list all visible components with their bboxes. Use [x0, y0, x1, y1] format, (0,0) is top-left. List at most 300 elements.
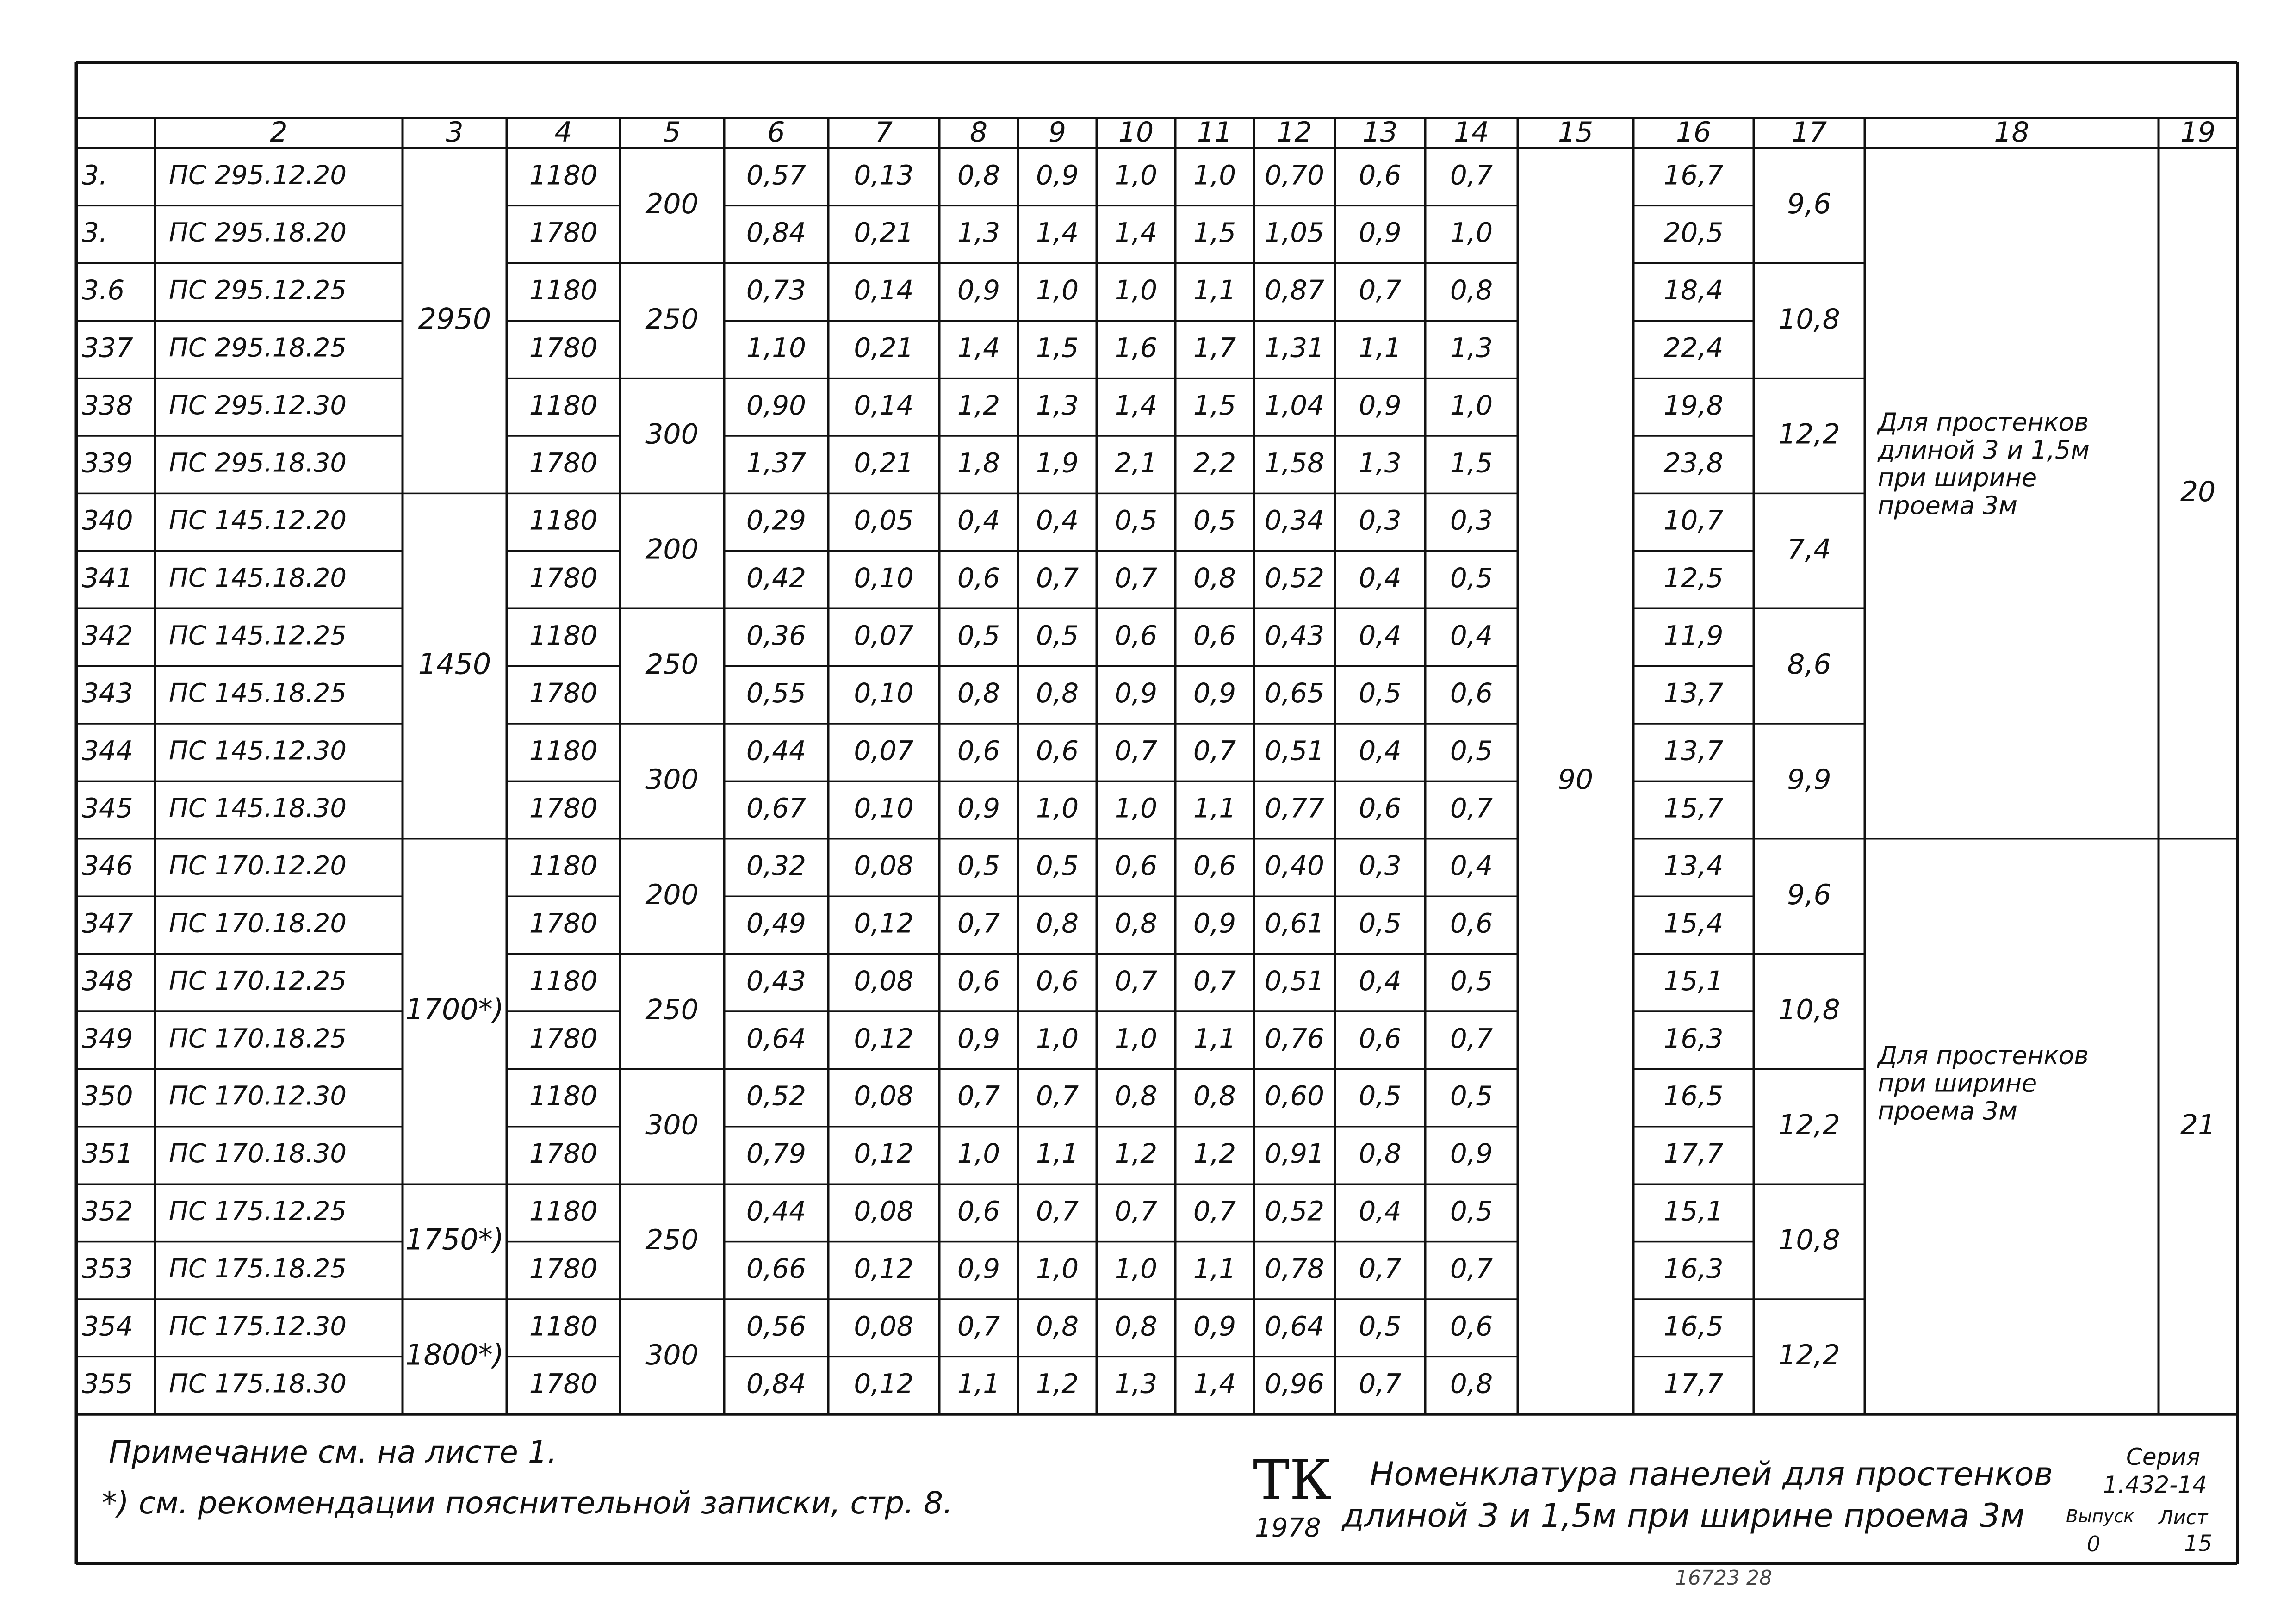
cell-value: 0,40 — [1264, 850, 1325, 882]
cell-value: 1,9 — [1036, 447, 1079, 479]
tk-year: 1978 — [1255, 1513, 1321, 1543]
cell-value: 0,3 — [1359, 504, 1402, 536]
merged-value: 10,8 — [1778, 1224, 1840, 1257]
cell-value: 0,7 — [1114, 965, 1158, 997]
cell-value: 0,7 — [1114, 735, 1158, 767]
column-header: 14 — [1453, 116, 1489, 149]
merged-value: 12,2 — [1778, 418, 1840, 451]
cell-value: 0,49 — [746, 907, 807, 939]
cell-value: 22,4 — [1663, 332, 1724, 364]
merged-value: 20 — [2180, 475, 2216, 508]
panel-mark: ПС 295.12.30 — [169, 390, 347, 421]
cell-value: 1,0 — [957, 1138, 1000, 1170]
cell-value: 0,5 — [1450, 1080, 1493, 1112]
cell-value: 0,13 — [854, 159, 914, 191]
cell-value: 0,21 — [854, 217, 914, 248]
remark-line: при ширине — [1878, 1068, 2037, 1098]
merged-value: 200 — [645, 187, 699, 220]
cell-value: 1180 — [529, 735, 598, 767]
cell-value: 0,7 — [957, 907, 1000, 939]
panel-mark: ПС 175.18.25 — [169, 1253, 347, 1284]
cell-value: 0,8 — [1114, 1310, 1158, 1342]
cell-value: 0,6 — [1193, 850, 1236, 882]
cell-value: 0,52 — [1264, 1195, 1325, 1227]
cell-value: 0,5 — [1450, 562, 1493, 594]
cell-value: 0,10 — [854, 792, 914, 824]
cell-value: 0,4 — [1359, 735, 1402, 767]
cell-value: 1180 — [529, 1310, 598, 1342]
remark-line: проема 3м — [1878, 491, 2017, 521]
merged-value: 1750*) — [405, 1222, 504, 1257]
cell-value: 0,21 — [854, 447, 914, 479]
cell-value: 20,5 — [1663, 217, 1724, 248]
cell-value: 1,0 — [1193, 159, 1236, 191]
cell-value: 0,61 — [1264, 907, 1325, 939]
cell-value: 0,4 — [1359, 562, 1402, 594]
cell-value: 0,3 — [1359, 850, 1402, 882]
row-number: 343 — [82, 677, 133, 709]
cell-value: 16,5 — [1663, 1310, 1724, 1342]
cell-value: 0,12 — [854, 1138, 914, 1170]
cell-value: 0,7 — [1450, 792, 1493, 824]
row-number: 3. — [82, 159, 108, 191]
merged-value: 90 — [1558, 763, 1594, 796]
cell-value: 0,57 — [746, 159, 807, 191]
row-number: 338 — [82, 389, 133, 421]
cell-value: 1,05 — [1264, 217, 1325, 248]
cell-value: 0,5 — [1359, 677, 1402, 709]
merged-value: 10,8 — [1778, 993, 1840, 1026]
cell-value: 1,3 — [1359, 447, 1402, 479]
cell-value: 0,65 — [1264, 677, 1325, 709]
cell-value: 0,51 — [1264, 735, 1325, 767]
cell-value: 1,0 — [1036, 792, 1079, 824]
cell-value: 1780 — [529, 907, 598, 939]
cell-value: 0,7 — [1193, 735, 1236, 767]
panel-mark: ПС 170.12.30 — [169, 1081, 347, 1111]
row-number: 353 — [82, 1252, 133, 1284]
cell-value: 0,6 — [957, 735, 1000, 767]
cell-value: 0,5 — [1359, 907, 1402, 939]
cell-value: 0,7 — [1036, 1195, 1079, 1227]
row-number: 347 — [82, 907, 133, 939]
cell-value: 1180 — [529, 389, 598, 421]
cell-value: 1,1 — [1036, 1138, 1079, 1170]
cell-value: 0,66 — [746, 1252, 807, 1284]
cell-value: 0,6 — [1359, 159, 1402, 191]
cell-value: 0,7 — [1359, 1252, 1402, 1284]
cell-value: 1180 — [529, 965, 598, 997]
cell-value: 17,7 — [1663, 1368, 1724, 1400]
cell-value: 1,0 — [1450, 217, 1493, 248]
cell-value: 0,7 — [1450, 159, 1493, 191]
cell-value: 1,4 — [1114, 389, 1158, 421]
merged-value: 8,6 — [1787, 648, 1831, 681]
cell-value: 1,5 — [1193, 217, 1236, 248]
cell-value: 1,6 — [1114, 332, 1158, 364]
cell-value: 1,0 — [1114, 1252, 1158, 1284]
merged-value: 250 — [645, 303, 699, 335]
cell-value: 1,58 — [1264, 447, 1325, 479]
cell-value: 0,07 — [854, 735, 914, 767]
panel-mark: ПС 145.18.20 — [169, 563, 347, 594]
merged-value: 2950 — [418, 302, 491, 336]
cell-value: 0,08 — [854, 1195, 914, 1227]
cell-value: 0,6 — [957, 1195, 1000, 1227]
cell-value: 12,5 — [1663, 562, 1724, 594]
cell-value: 1180 — [529, 159, 598, 191]
remark-line: Для простенков — [1878, 408, 2089, 437]
merged-value: 1700*) — [405, 992, 504, 1027]
merged-value: 21 — [2180, 1109, 2216, 1141]
cell-value: 0,87 — [1264, 274, 1325, 306]
merged-value: 200 — [645, 878, 699, 911]
row-number: 354 — [82, 1310, 133, 1342]
panel-mark: ПС 145.12.25 — [169, 620, 347, 651]
cell-value: 1780 — [529, 677, 598, 709]
row-number: 351 — [82, 1138, 133, 1170]
cell-value: 0,36 — [746, 620, 807, 651]
cell-value: 0,7 — [1359, 274, 1402, 306]
column-header: 15 — [1558, 116, 1594, 149]
cell-value: 1,0 — [1114, 1023, 1158, 1054]
cell-value: 0,4 — [1450, 620, 1493, 651]
cell-value: 1,5 — [1193, 389, 1236, 421]
cell-value: 1,1 — [1193, 274, 1236, 306]
cell-value: 0,5 — [957, 620, 1000, 651]
cell-value: 0,43 — [746, 965, 807, 997]
cell-value: 1,5 — [1450, 447, 1493, 479]
cell-value: 0,9 — [957, 1252, 1000, 1284]
merged-value: 12,2 — [1778, 1109, 1840, 1141]
cell-value: 1,1 — [1193, 1252, 1236, 1284]
cell-value: 0,5 — [1114, 504, 1158, 536]
cell-value: 0,8 — [957, 159, 1000, 191]
cell-value: 0,5 — [1450, 1195, 1493, 1227]
cell-value: 0,6 — [1359, 1023, 1402, 1054]
cell-value: 0,77 — [1264, 792, 1325, 824]
cell-value: 0,6 — [1114, 850, 1158, 882]
cell-value: 0,52 — [1264, 562, 1325, 594]
cell-value: 0,5 — [957, 850, 1000, 882]
row-number: 337 — [82, 332, 133, 364]
merged-value: 9,6 — [1787, 187, 1831, 220]
cell-value: 1,4 — [1036, 217, 1079, 248]
note-reference: Примечание см. на листе 1. — [109, 1434, 557, 1470]
cell-value: 0,7 — [1359, 1368, 1402, 1400]
sheet-label: Лист — [2159, 1506, 2208, 1529]
cell-value: 23,8 — [1663, 447, 1724, 479]
cell-value: 0,14 — [854, 389, 914, 421]
column-header: 6 — [767, 116, 785, 149]
cell-value: 0,64 — [1264, 1310, 1325, 1342]
merged-value: 300 — [645, 763, 699, 796]
cell-value: 0,9 — [957, 792, 1000, 824]
panel-mark: ПС 295.18.25 — [169, 333, 347, 363]
column-header: 13 — [1362, 116, 1398, 149]
cell-value: 0,6 — [1450, 907, 1493, 939]
column-header: 11 — [1197, 116, 1233, 149]
cell-value: 0,9 — [1450, 1138, 1493, 1170]
cell-value: 0,12 — [854, 1023, 914, 1054]
merged-value: 300 — [645, 1109, 699, 1141]
tk-logo: ТК — [1253, 1448, 1332, 1512]
cell-value: 0,4 — [1450, 850, 1493, 882]
cell-value: 0,42 — [746, 562, 807, 594]
cell-value: 1,8 — [957, 447, 1000, 479]
cell-value: 0,8 — [1036, 1310, 1079, 1342]
cell-value: 0,8 — [1114, 1080, 1158, 1112]
cell-value: 16,5 — [1663, 1080, 1724, 1112]
cell-value: 0,7 — [1193, 1195, 1236, 1227]
row-number: 346 — [82, 850, 133, 882]
cell-value: 0,7 — [1450, 1252, 1493, 1284]
cell-value: 1,2 — [957, 389, 1000, 421]
cell-value: 0,79 — [746, 1138, 807, 1170]
cell-value: 0,12 — [854, 1252, 914, 1284]
cell-value: 1,0 — [1114, 274, 1158, 306]
cell-value: 1,2 — [1114, 1138, 1158, 1170]
cell-value: 1,04 — [1264, 389, 1325, 421]
cell-value: 1180 — [529, 504, 598, 536]
panel-mark: ПС 145.18.25 — [169, 678, 347, 708]
column-header: 4 — [554, 116, 572, 149]
cell-value: 0,6 — [1359, 792, 1402, 824]
cell-value: 0,5 — [1036, 620, 1079, 651]
cell-value: 19,8 — [1663, 389, 1724, 421]
cell-value: 0,10 — [854, 562, 914, 594]
merged-value: 250 — [645, 1224, 699, 1257]
panel-mark: ПС 295.12.20 — [169, 160, 347, 191]
cell-value: 0,08 — [854, 1310, 914, 1342]
cell-value: 0,78 — [1264, 1252, 1325, 1284]
cell-value: 1180 — [529, 274, 598, 306]
cell-value: 0,4 — [1359, 965, 1402, 997]
remark-line: при ширине — [1878, 463, 2037, 493]
cell-value: 1780 — [529, 792, 598, 824]
cell-value: 2,2 — [1193, 447, 1236, 479]
merged-value: 200 — [645, 533, 699, 566]
cell-value: 0,4 — [1036, 504, 1079, 536]
cell-value: 1,0 — [1114, 792, 1158, 824]
cell-value: 16,3 — [1663, 1023, 1724, 1054]
cell-value: 1,2 — [1193, 1138, 1236, 1170]
cell-value: 0,5 — [1359, 1080, 1402, 1112]
column-header: 3 — [446, 116, 464, 149]
remark-line: проема 3м — [1878, 1096, 2017, 1126]
cell-value: 1,7 — [1193, 332, 1236, 364]
cell-value: 0,08 — [854, 850, 914, 882]
cell-value: 0,10 — [854, 677, 914, 709]
cell-value: 1,2 — [1036, 1368, 1079, 1400]
cell-value: 1,5 — [1036, 332, 1079, 364]
column-header: 17 — [1791, 116, 1827, 149]
panel-mark: ПС 170.18.25 — [169, 1023, 347, 1054]
row-number: 352 — [82, 1195, 133, 1227]
cell-value: 1,0 — [1036, 1023, 1079, 1054]
column-header: 7 — [875, 116, 893, 149]
cell-value: 0,43 — [1264, 620, 1325, 651]
cell-value: 1,0 — [1036, 274, 1079, 306]
cell-value: 0,52 — [746, 1080, 807, 1112]
column-header: 8 — [969, 116, 988, 149]
cell-value: 0,9 — [957, 274, 1000, 306]
cell-value: 0,08 — [854, 1080, 914, 1112]
cell-value: 0,73 — [746, 274, 807, 306]
merged-value: 300 — [645, 418, 699, 451]
row-number: 339 — [82, 447, 133, 479]
cell-value: 16,7 — [1663, 159, 1724, 191]
row-number: 341 — [82, 562, 133, 594]
cell-value: 0,60 — [1264, 1080, 1325, 1112]
cell-value: 0,8 — [957, 677, 1000, 709]
series-value: 1.432-14 — [2103, 1471, 2207, 1498]
cell-value: 0,14 — [854, 274, 914, 306]
panel-mark: ПС 295.12.25 — [169, 275, 347, 306]
column-header: 18 — [1994, 116, 2029, 149]
cell-value: 15,1 — [1663, 1195, 1724, 1227]
cell-value: 1,0 — [1450, 389, 1493, 421]
cell-value: 0,67 — [746, 792, 807, 824]
cell-value: 0,12 — [854, 907, 914, 939]
cell-value: 0,7 — [1036, 1080, 1079, 1112]
cell-value: 1,10 — [746, 332, 807, 364]
merged-value: 12,2 — [1778, 1339, 1840, 1371]
cell-value: 1,3 — [957, 217, 1000, 248]
cell-value: 0,44 — [746, 735, 807, 767]
cell-value: 0,8 — [1036, 907, 1079, 939]
row-number: 355 — [82, 1368, 133, 1400]
cell-value: 0,7 — [1450, 1023, 1493, 1054]
merged-value: 10,8 — [1778, 303, 1840, 335]
cell-value: 0,5 — [1036, 850, 1079, 882]
cell-value: 1,0 — [1036, 1252, 1079, 1284]
cell-value: 0,8 — [1193, 562, 1236, 594]
cell-value: 2,1 — [1114, 447, 1158, 479]
cell-value: 0,32 — [746, 850, 807, 882]
cell-value: 0,9 — [1193, 907, 1236, 939]
merged-value: 1450 — [418, 647, 491, 681]
series-label: Серия — [2126, 1444, 2200, 1470]
cell-value: 1,1 — [1193, 1023, 1236, 1054]
cell-value: 0,9 — [1036, 159, 1079, 191]
cell-value: 0,29 — [746, 504, 807, 536]
cell-value: 1180 — [529, 1080, 598, 1112]
row-number: 350 — [82, 1080, 133, 1112]
cell-value: 0,6 — [1450, 677, 1493, 709]
cell-value: 10,7 — [1663, 504, 1724, 536]
remark-line: длиной 3 и 1,5м — [1878, 435, 2090, 465]
issue-value: 0 — [2087, 1531, 2101, 1556]
column-header: 12 — [1277, 116, 1312, 149]
cell-value: 1,1 — [1193, 792, 1236, 824]
merged-value: 300 — [645, 1339, 699, 1371]
cell-value: 0,8 — [1450, 274, 1493, 306]
column-header: 2 — [270, 116, 288, 149]
cell-value: 15,7 — [1663, 792, 1724, 824]
cell-value: 0,5 — [1193, 504, 1236, 536]
cell-value: 0,5 — [1450, 735, 1493, 767]
cell-value: 0,7 — [1193, 965, 1236, 997]
column-header: 9 — [1048, 116, 1067, 149]
cell-value: 0,6 — [957, 562, 1000, 594]
remark-line: Для простенков — [1878, 1041, 2089, 1070]
cell-value: 0,9 — [1359, 217, 1402, 248]
cell-value: 15,4 — [1663, 907, 1724, 939]
cell-value: 1,1 — [1359, 332, 1402, 364]
merged-value: 1800*) — [405, 1338, 504, 1372]
cell-value: 0,6 — [957, 965, 1000, 997]
cell-value: 0,7 — [1114, 1195, 1158, 1227]
cell-value: 1,3 — [1114, 1368, 1158, 1400]
cell-value: 1,37 — [746, 447, 807, 479]
cell-value: 0,3 — [1450, 504, 1493, 536]
column-header: 5 — [663, 116, 681, 149]
cell-value: 0,7 — [957, 1310, 1000, 1342]
cell-value: 1,3 — [1450, 332, 1493, 364]
cell-value: 0,9 — [1359, 389, 1402, 421]
panel-mark: ПС 170.12.25 — [169, 966, 347, 996]
cell-value: 0,8 — [1359, 1138, 1402, 1170]
cell-value: 11,9 — [1663, 620, 1724, 651]
cell-value: 0,12 — [854, 1368, 914, 1400]
merged-value: 9,6 — [1787, 878, 1831, 911]
cell-value: 0,8 — [1193, 1080, 1236, 1112]
cell-value: 1780 — [529, 1138, 598, 1170]
doc-title-line1: Номенклатура панелей для простенков — [1370, 1455, 2053, 1493]
panel-mark: ПС 175.12.25 — [169, 1196, 347, 1227]
merged-value: 7,4 — [1787, 533, 1831, 566]
cell-value: 1,4 — [1193, 1368, 1236, 1400]
cell-value: 18,4 — [1663, 274, 1724, 306]
cell-value: 0,84 — [746, 217, 807, 248]
cell-value: 1,3 — [1036, 389, 1079, 421]
cell-value: 0,91 — [1264, 1138, 1325, 1170]
cell-value: 0,7 — [1114, 562, 1158, 594]
row-number: 345 — [82, 792, 133, 824]
row-number: 340 — [82, 504, 133, 536]
column-header: 19 — [2180, 116, 2216, 149]
cell-value: 0,5 — [1359, 1310, 1402, 1342]
panel-mark: ПС 295.18.30 — [169, 448, 347, 478]
cell-value: 0,8 — [1036, 677, 1079, 709]
row-number: 348 — [82, 965, 133, 997]
cell-value: 0,8 — [1114, 907, 1158, 939]
cell-value: 0,56 — [746, 1310, 807, 1342]
cell-value: 1,0 — [1114, 159, 1158, 191]
cell-value: 0,96 — [1264, 1368, 1325, 1400]
cell-value: 0,7 — [957, 1080, 1000, 1112]
issue-label: Выпуск — [2066, 1506, 2135, 1526]
cell-value: 1,4 — [1114, 217, 1158, 248]
cell-value: 0,4 — [1359, 1195, 1402, 1227]
cell-value: 0,4 — [957, 504, 1000, 536]
cell-value: 13,7 — [1663, 677, 1724, 709]
cell-value: 1780 — [529, 562, 598, 594]
column-header: 16 — [1675, 116, 1712, 149]
cell-value: 0,64 — [746, 1023, 807, 1054]
cell-value: 0,34 — [1264, 504, 1325, 536]
column-header: 10 — [1118, 116, 1154, 149]
merged-value: 250 — [645, 993, 699, 1026]
cell-value: 1780 — [529, 1252, 598, 1284]
cell-value: 16,3 — [1663, 1252, 1724, 1284]
cell-value: 0,9 — [1114, 677, 1158, 709]
cell-value: 0,08 — [854, 965, 914, 997]
cell-value: 0,9 — [957, 1023, 1000, 1054]
merged-value: 9,9 — [1787, 763, 1831, 796]
panel-mark: ПС 295.18.20 — [169, 217, 347, 248]
